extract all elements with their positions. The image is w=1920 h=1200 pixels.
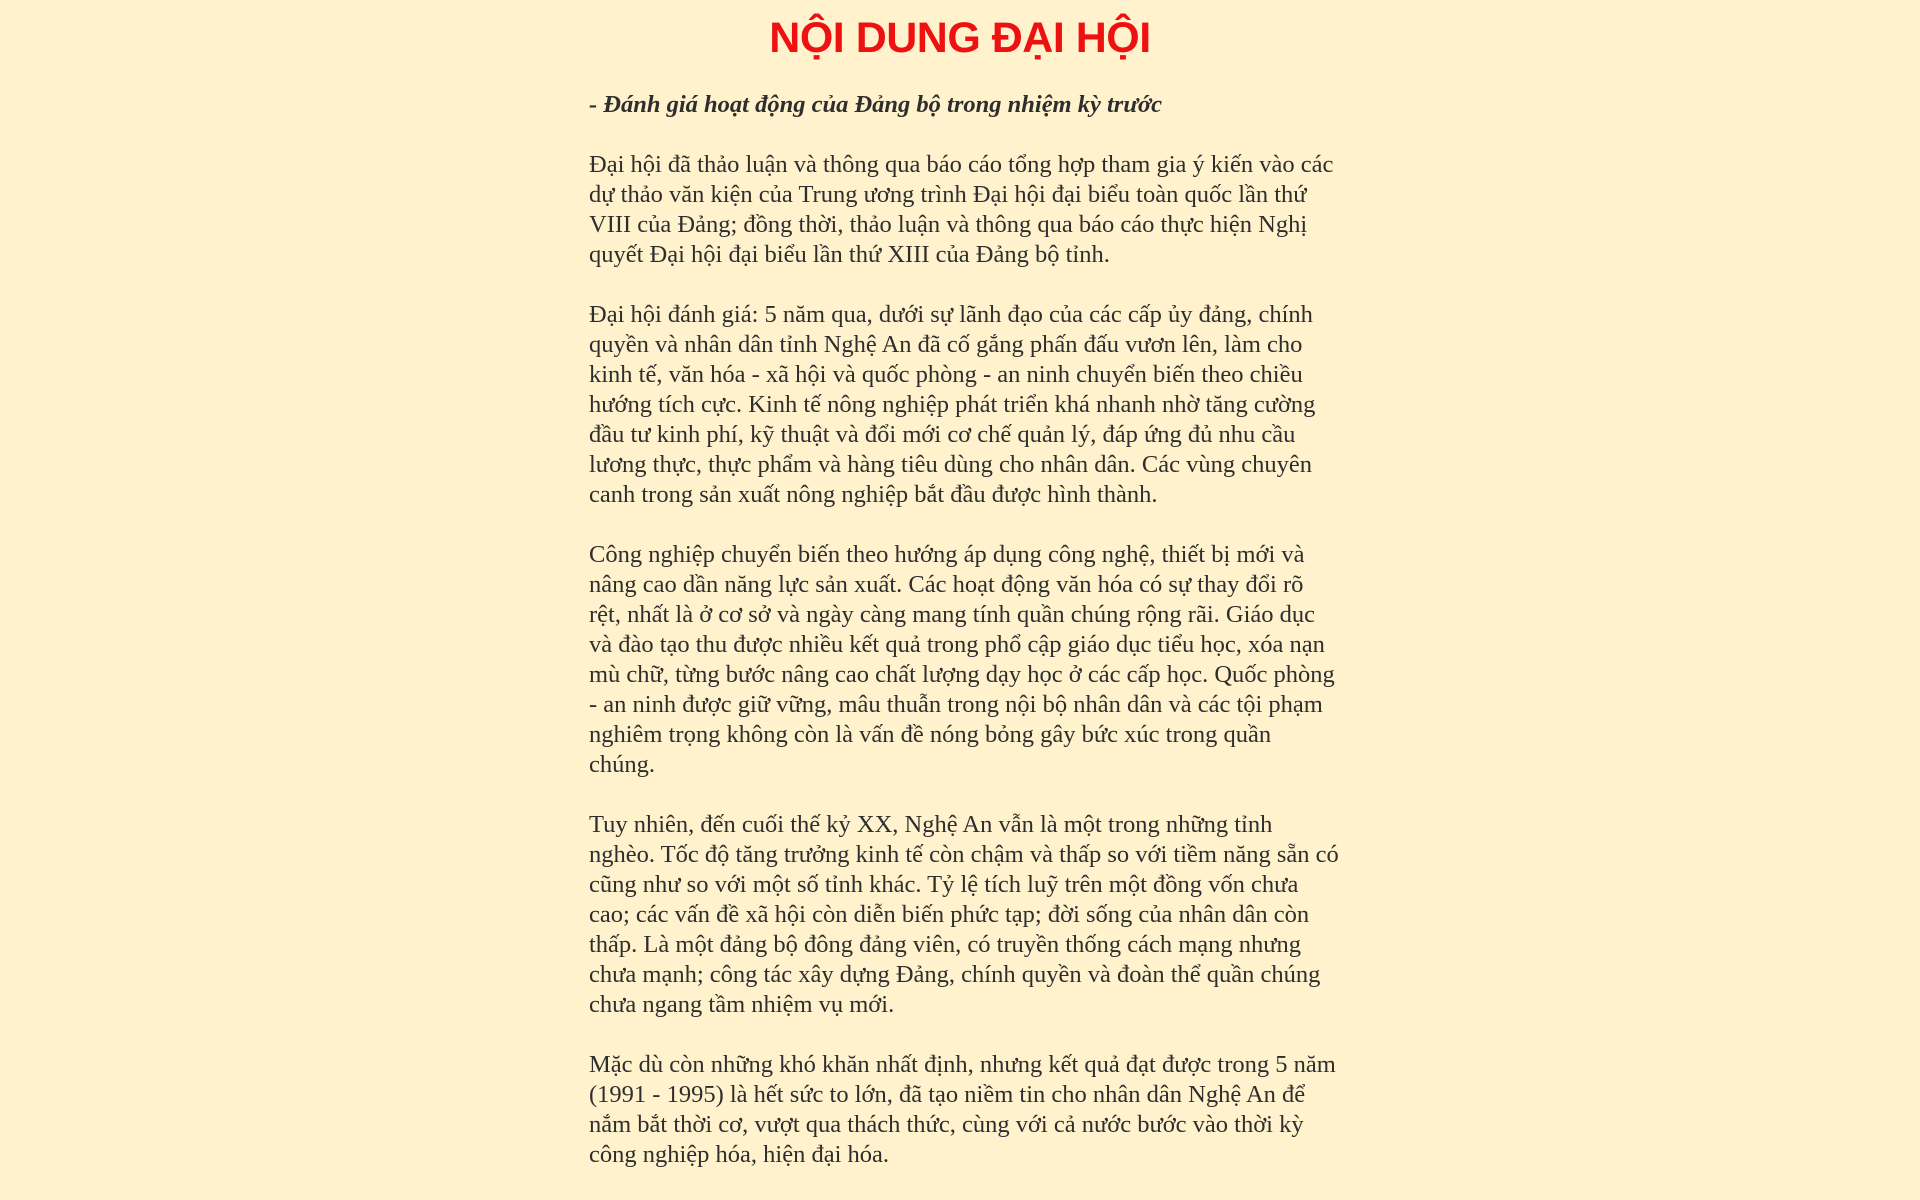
paragraph: Công nghiệp chuyển biến theo hướng áp dụng công nghệ, thiết bị mới và nâng cao dần năng lực sản xuất. Các hoạt động văn hóa có sự thay đổi rõ rệt, nhất là ở cơ sở và ngày càng mang tính quần chúng rộng rãi. Giáo dục và đào tạo thu được nhiều kết quả trong phổ cập giáo dục tiểu học, xóa nạn mù chữ, từng bước nâng cao chất lượng dạy học ở các cấp học. Quốc phòng - an ninh được giữ vững, mâu thuẫn trong nội bộ nhân dân và các tội phạm nghiêm trọng không còn là vấn đề nóng bỏng gây bức xúc trong quần chúng. — [589, 541, 1335, 778]
article-body — [589, 90, 1339, 1200]
page-title: NỘI DUNG ĐẠI HỘI — [769, 14, 1151, 62]
paragraph: Mặc dù còn những khó khăn nhất định, nhưng kết quả đạt được trong 5 năm (1991 - 1995) là hết sức to lớn, đã tạo niềm tin cho nhân dân Nghệ An để nắm bắt thời cơ, vượt qua thách thức, cùng với cả nước bước vào thời kỳ công nghiệp hóa, hiện đại hóa. — [589, 1051, 1336, 1168]
section-subheading: - Đánh giá hoạt động của Đảng bộ trong nhiệm kỳ trước — [589, 91, 1163, 118]
paragraph: Đại hội đánh giá: 5 năm qua, dưới sự lãnh đạo của các cấp ủy đảng, chính quyền và nhân dân tỉnh Nghệ An đã cố gắng phấn đấu vươn lên, làm cho kinh tế, văn hóa - xã hội và quốc phòng - an ninh chuyển biến theo chiều hướng tích cực. Kinh tế nông nghiệp phát triển khá nhanh nhờ tăng cường đầu tư kinh phí, kỹ thuật và đổi mới cơ chế quản lý, đáp ứng đủ nhu cầu lương thực, thực phẩm và hàng tiêu dùng cho nhân dân. Các vùng chuyên canh trong sản xuất nông nghiệp bắt đầu được hình thành. — [589, 301, 1316, 508]
paragraph: Đại hội đã thảo luận và thông qua báo cáo tổng hợp tham gia ý kiến vào các dự thảo văn kiện của Trung ương trình Đại hội đại biểu toàn quốc lần thứ VIII của Đảng; đồng thời, thảo luận và thông qua báo cáo thực hiện Nghị quyết Đại hội đại biểu lần thứ XIII của Đảng bộ tỉnh. — [589, 151, 1334, 268]
paragraph: Tuy nhiên, đến cuối thế kỷ XX, Nghệ An vẫn là một trong những tỉnh nghèo. Tốc độ tăng trưởng kinh tế còn chậm và thấp so với tiềm năng sẵn có cũng như so với một số tỉnh khác. Tỷ lệ tích luỹ trên một đồng vốn chưa cao; các vấn đề xã hội còn diễn biến phức tạp; đời sống của nhân dân còn thấp. Là một đảng bộ đông đảng viên, có truyền thống cách mạng nhưng chưa mạnh; công tác xây dựng Đảng, chính quyền và đoàn thể quần chúng chưa ngang tầm nhiệm vụ mới. — [589, 811, 1339, 1018]
